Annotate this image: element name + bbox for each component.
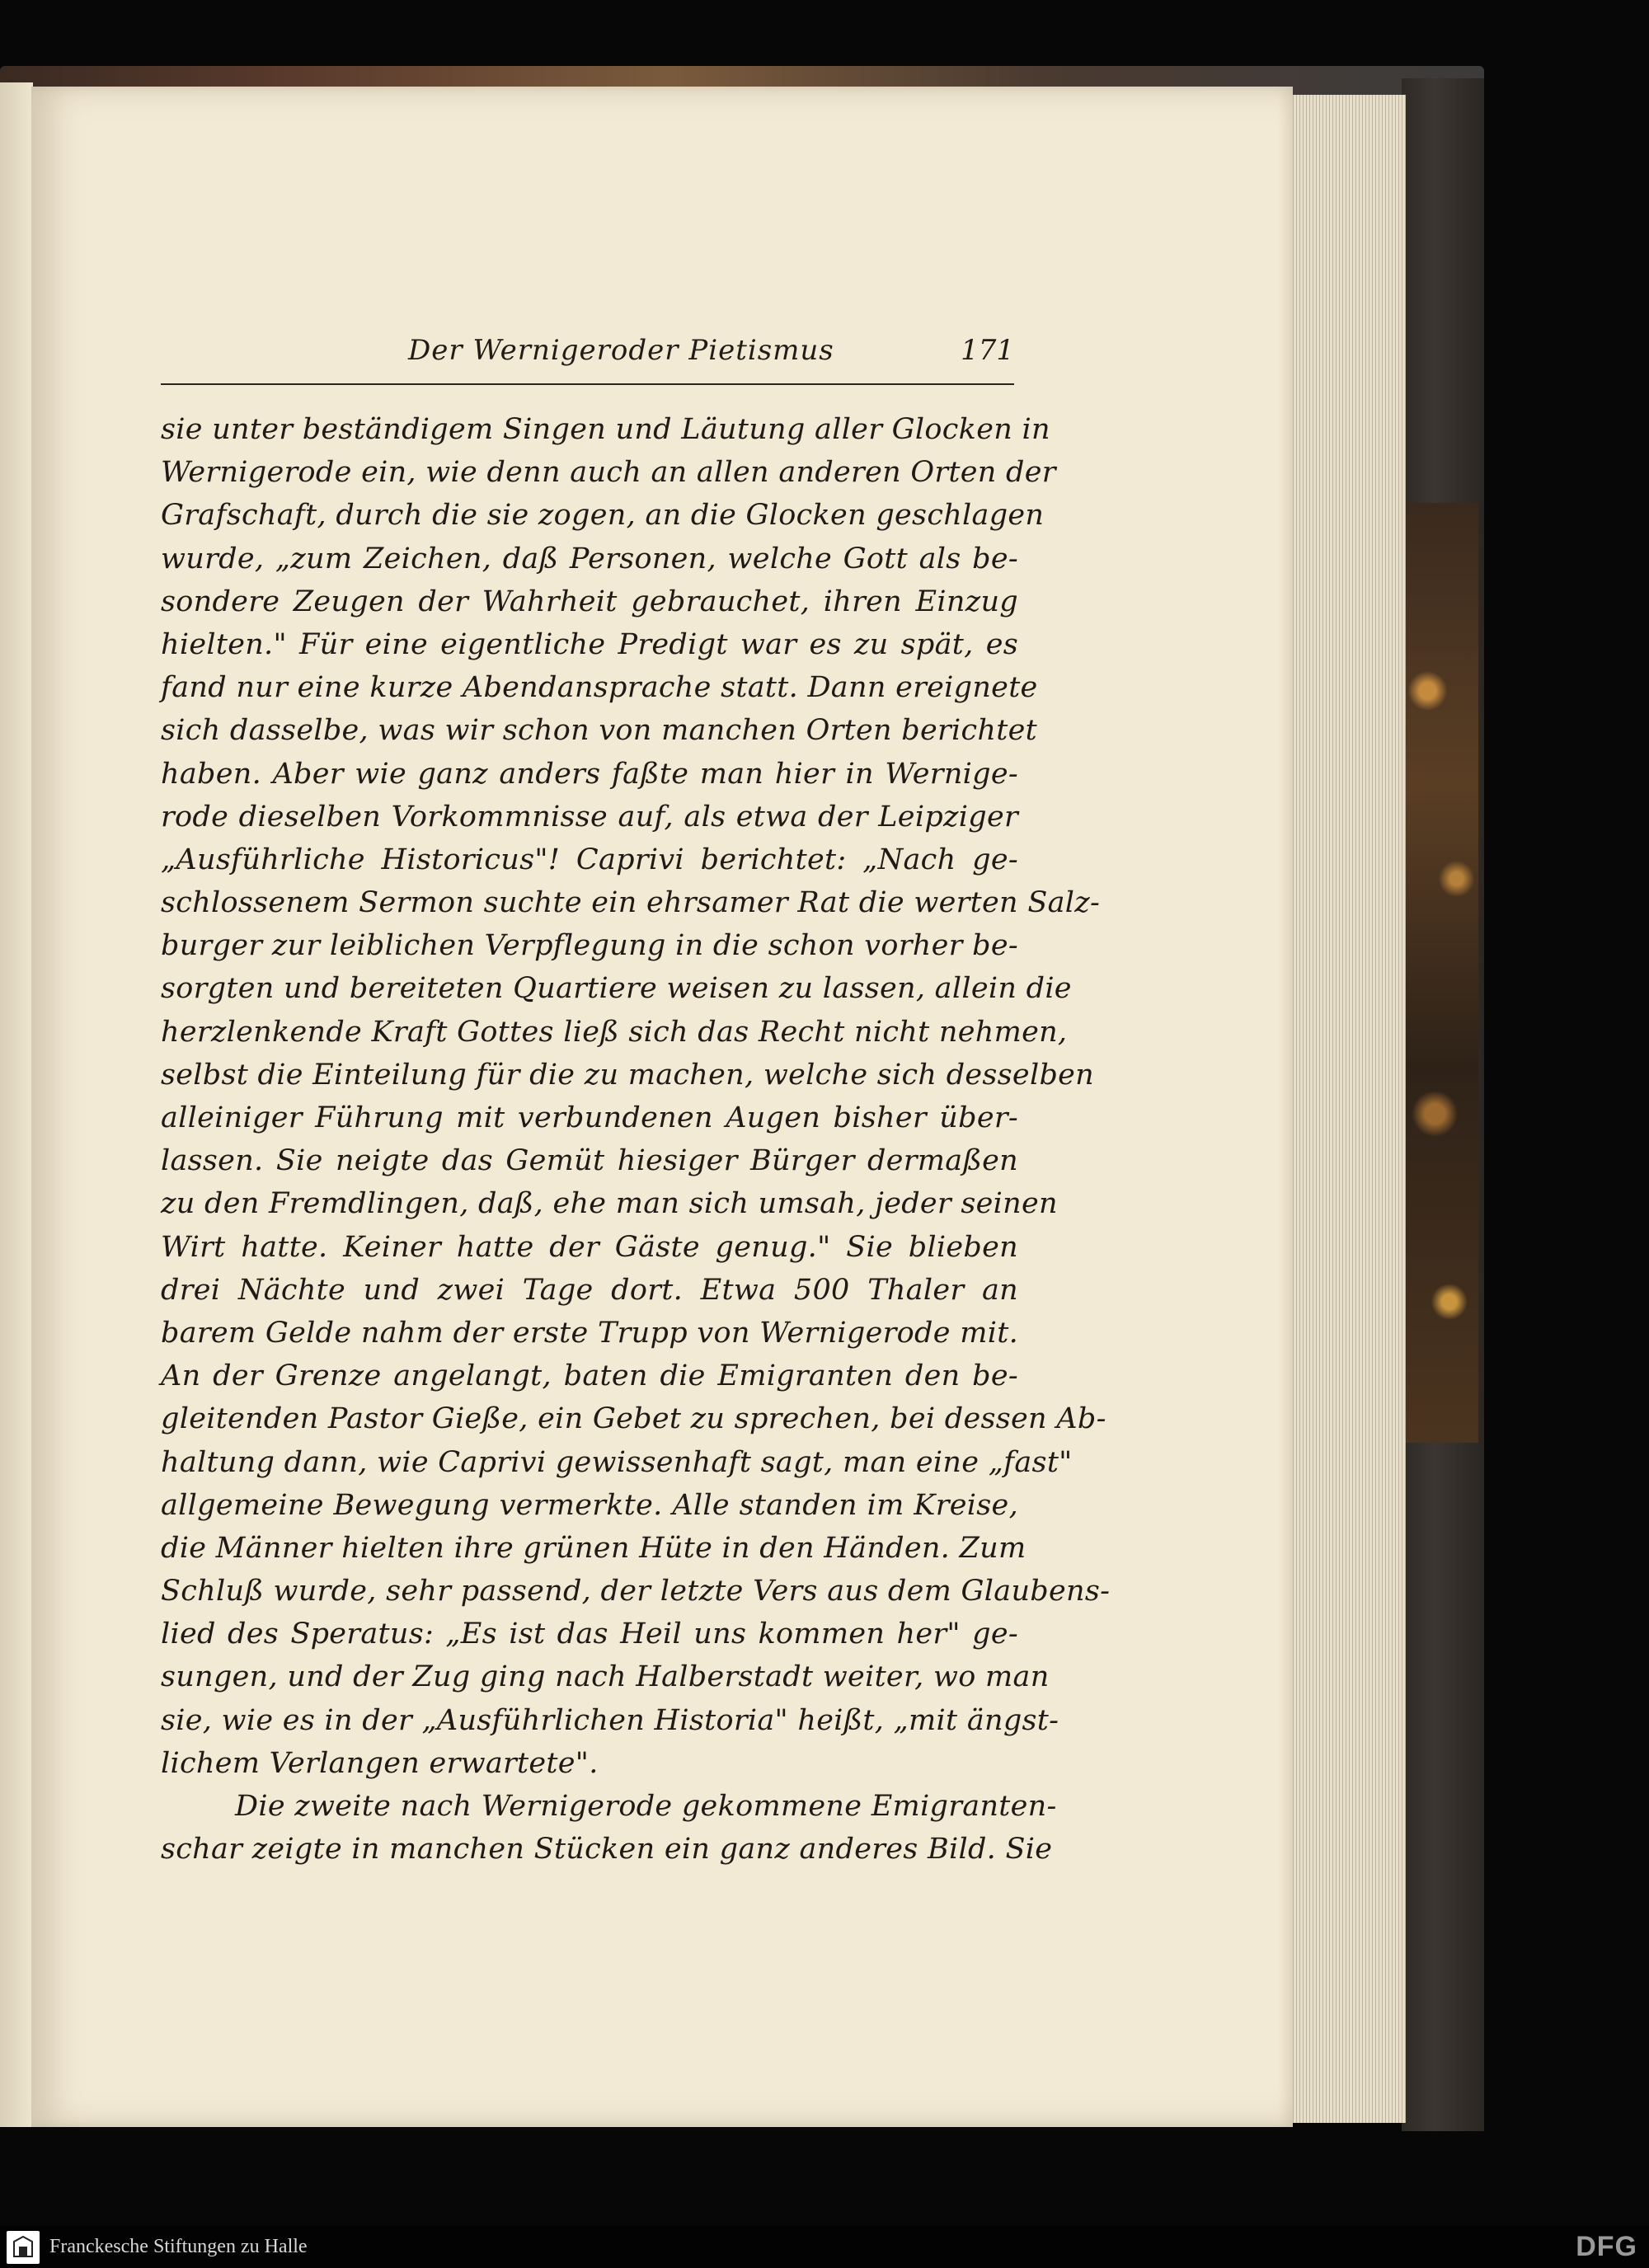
text-line: An der Grenze angelangt, baten die Emigranten den be- <box>161 1359 1018 1393</box>
text-line: sorgten und bereiteten Quartiere weisen zu lassen, allein die <box>161 972 1072 1006</box>
text-line: drei Nächte und zwei Tage dort. Etwa 500 Thaler an <box>161 1273 1018 1307</box>
page-number: 171 <box>961 334 1014 367</box>
text-line: haben. Aber wie ganz anders faßte man hier in Wernige- <box>161 757 1018 791</box>
text-line: hielten." Für eine eigentliche Predigt war es zu spät, es <box>161 627 1018 661</box>
text-line: schlossenem Sermon suchte ein ehrsamer Rat die werten Salz- <box>161 886 1101 920</box>
text-line: die Männer hielten ihre grünen Hüte in den Händen. Zum <box>161 1531 1027 1565</box>
text-line: rode dieselben Vorkommnisse auf, als etwa der Leipziger <box>161 800 1018 833</box>
text-line: Grafschaft, durch die sie zogen, an die Glocken geschlagen <box>161 499 1045 533</box>
running-title: Der Wernigeroder Pietismus <box>408 334 834 367</box>
text-line: herzlenkende Kraft Gottes ließ sich das Recht nicht nehmen, <box>161 1015 1068 1049</box>
text-line: burger zur leiblichen Verpflegung in die schon vorher be- <box>161 929 1018 963</box>
text-line: schar zeigte in manchen Stücken ein ganz anderes Bild. Sie <box>161 1833 1053 1867</box>
text-line: wurde, „zum Zeichen, daß Personen, welche Gott als be- <box>161 542 1018 575</box>
text-line: zu den Fremdlingen, daß, ehe man sich umsah, jeder seinen <box>161 1187 1058 1221</box>
institution-name: Franckesche Stiftungen zu Halle <box>49 2236 308 2257</box>
text-line: sie unter beständigem Singen und Läutung aller Glocken in <box>161 413 1050 446</box>
text-line: allgemeine Bewegung vermerkte. Alle standen im Kreise, <box>161 1488 1018 1522</box>
text-line-paragraph-end: lichem Verlangen erwartete". <box>161 1746 599 1780</box>
text-line: sungen, und der Zug ging nach Halberstadt weiter, wo man <box>161 1660 1050 1694</box>
text-line: barem Gelde nahm der erste Trupp von Wernigerode mit. <box>161 1316 1018 1350</box>
text-line-paragraph-start: Die zweite nach Wernigerode gekommene Emigranten- <box>235 1790 1057 1823</box>
text-line: „Ausführliche Historicus"! Caprivi berichtet: „Nach ge- <box>161 843 1018 876</box>
text-line: Wirt hatte. Keiner hatte der Gäste genug." Sie blieben <box>161 1230 1018 1264</box>
text-line: haltung dann, wie Caprivi gewissenhaft sagt, man eine „fast" <box>161 1445 1073 1479</box>
text-line: selbst die Einteilung für die zu machen, welche sich desselben <box>161 1058 1095 1092</box>
text-line: sich dasselbe, was wir schon von manchen Orten berichtet <box>161 714 1037 748</box>
dfg-mark: DFG <box>1576 2231 1637 2262</box>
text-line: lied des Speratus: „Es ist das Heil uns kommen her" ge- <box>161 1618 1018 1651</box>
text-line: Schluß wurde, sehr passend, der letzte Vers aus dem Glaubens- <box>161 1575 1111 1608</box>
page-header <box>161 334 1014 385</box>
institution-logo-icon <box>7 2231 40 2264</box>
text-line: alleiniger Führung mit verbundenen Augen bisher über- <box>161 1101 1018 1134</box>
text-line: lassen. Sie neigte das Gemüt hiesiger Bürger dermaßen <box>161 1144 1018 1178</box>
page-edges <box>1290 95 1406 2123</box>
marbled-board <box>1406 503 1478 1443</box>
text-line: Wernigerode ein, wie denn auch an allen anderen Orten der <box>161 456 1056 490</box>
text-line: sie, wie es in der „Ausführlichen Historia" heißt, „mit ängst- <box>161 1703 1059 1737</box>
text-line: gleitenden Pastor Gieße, ein Gebet zu sprechen, bei dessen Ab- <box>161 1402 1106 1436</box>
text-line: fand nur eine kurze Abendansprache statt. Dann ereignete <box>161 671 1038 705</box>
text-line: sondere Zeugen der Wahrheit gebrauchet, ihren Einzug <box>161 585 1018 618</box>
facing-page-edge <box>0 82 33 2127</box>
body-text <box>161 408 1111 1871</box>
